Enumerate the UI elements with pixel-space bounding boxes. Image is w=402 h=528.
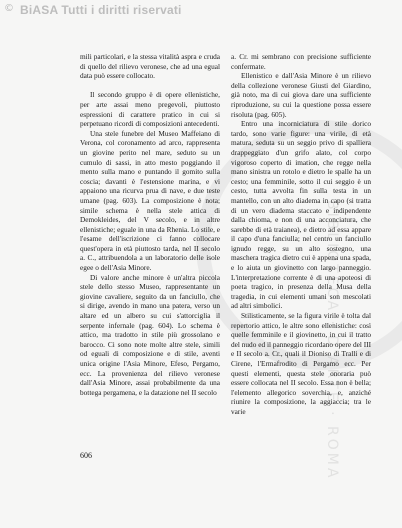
paragraph: mili particolari, e la stessa vitalità aspra e cruda di quello del rilievo veronese, che ad una egual data può essere collocato. (80, 52, 220, 81)
left-text-column (80, 52, 220, 397)
paragraph: Entro una incorniciatura di stile dorico tardo, sono varie figure: una virile, di età matura, seduta su un seggio privo di spalliera drappeggiato d'un grifo alato, col corpo vigoroso coperto di imation, che regge nella mano sinistra un rotolo e dietro le spalle ha un cesto; una femminile, sotto il cui seggio è un cesto, tutta avvolta fin sulla testa in un mantello, con un alto diadema in capo (si tratta di un vero diadema staccato e indipendente dalla chioma, e non di una acconciatura, che sarebbe di età traianea), e dietro ad essa appare il capo d'una fanciulla; nel centro un fanciullo ignudo regge, su un alto sostegno, una maschera tragica dietro cui è appena una spada, e lo aiuta un giovinetto con largo panneggio. L'interpretazione corrente è di una apoteosi di poeta tragico, in presenza della Musa della tragedia, in cui elementi umani son mescolati ad altri simbolici. (231, 119, 371, 311)
seal-watermark-text: BIBLIOTECA · D'ARTE · ROMA (324, 200, 340, 481)
watermark-logo-icon: © (4, 3, 14, 14)
paragraph: Il secondo gruppo è di opere ellenistiche, per arte assai meno pregevoli, piuttosto espressioni di carattere pratico in cui si perpetuano ricordi di composizioni antecedenti. (80, 90, 220, 129)
paragraph: Stilisticamente, se la figura virile è tolta dal repertorio attico, le altre sono ellenistiche: così quelle femminile e il giovinetto, in cui il tratto del nudo ed il panneggio ricordano opere del III e II secolo a. Cr., quali il Dioniso di Tralli e di Cirene, l'Ermafrodito di Pergamo ecc. Per questi elementi, questa stele onoraria può essere collocata nel II secolo. Essa non è bella; l'elemento allegorico soverchia, e, anziché riunire la composizione, la aggiaccia; tra le varie (231, 311, 371, 416)
page-number: 606 (80, 451, 92, 460)
watermark-text: BiASA Tutti i diritti riservati (20, 3, 182, 17)
paragraph: Una stele funebre del Museo Maffeiano di Verona, col coronamento ad arco, rappresenta un giovine perito nel mare, seduto su un cumulo di sassi, in atto mesto poggiando il mento sulla mano e puntando il gomito sulla coscia; davanti è l'estensione marina, e vi appaiono una ricurva prua di nave, e due teste umane (pag. 603). La composizione è nota; simile schema è nella stele attica di Demokleides, del V secolo, e in altre ellenistiche; eguale in una da Rhenia. Lo stile, e l'esame dell'iscrizione ci fanno collocare quest'opera in età piuttosto tarda, nel II secolo a. C., attribuendola a un laboratorio delle isole egee o dell'Asia Minore. (80, 128, 220, 273)
paragraph: Di valore anche minore è un'altra piccola stele dello stesso Museo, rappresentante un giovine cavaliere, seguito da un fanciullo, che si dirige, avendo in mano una patera, verso un altare ed un albero su cui s'attorciglia il serpente infernale (pag. 604). Lo schema è attico, ma tradotto in stile più grossolano e barocco. Ci sono note molte altre stele, simili od eguali di composizione e di stile, aventi unica origine l'Asia Minore, Efeso, Pergamo, ecc. La provenienza del rilievo veronese dall'Asia Minore, assai probabilmente da una bottega pergamena, e la datazione nel II secolo (80, 272, 220, 397)
paragraph: Ellenistico e dall'Asia Minore è un rilievo della collezione veronese Giusti del Giardino, già noto, ma di cui giova dare una sufficiente riproduzione, su cui la questione possa essere risoluta (pag. 605). (231, 71, 371, 119)
right-text-column (231, 52, 371, 417)
paragraph: a. Cr. mi sembrano con precisione sufficiente confermate. (231, 52, 371, 71)
